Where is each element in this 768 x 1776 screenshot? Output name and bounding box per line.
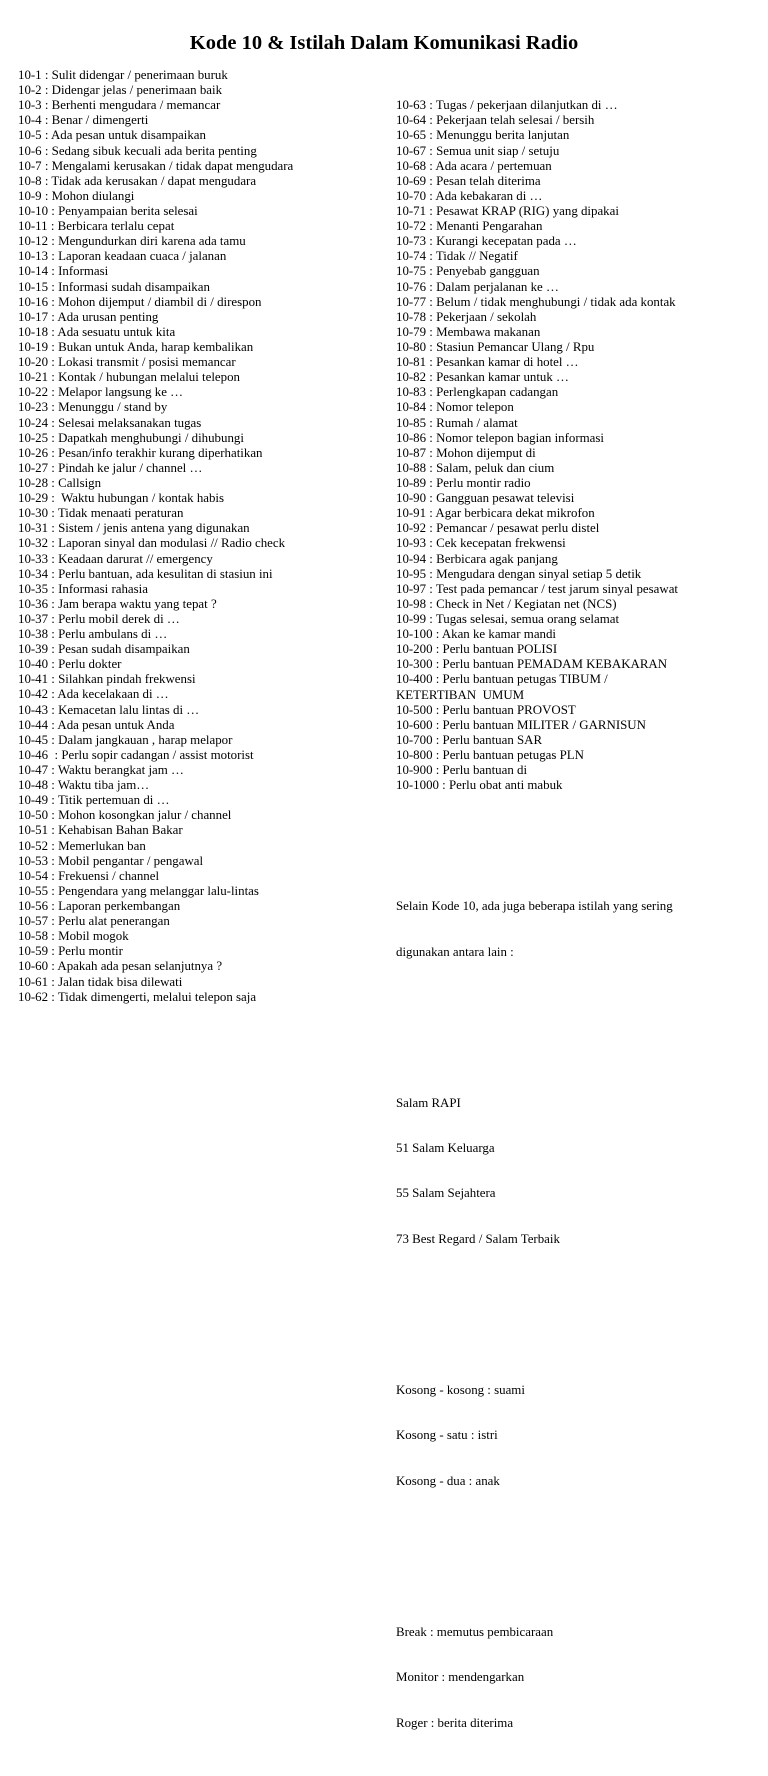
code-entry: 10-18 : Ada sesuatu untuk kita [18, 324, 176, 339]
code-entry: 10-30 : Tidak menaati peraturan [18, 506, 184, 521]
code-entry: 10-97 : Test pada pemancar / test jarum sinyal pesawat [396, 581, 679, 596]
code-entry: 10-29 : Waktu hubungan / kontak habis [18, 491, 225, 506]
intro-text [396, 869, 762, 990]
code-entry: 10-63 : Tugas / pekerjaan dilanjutkan di … [396, 98, 618, 113]
spacer [396, 1020, 762, 1035]
code-entry: 10-79 : Membawa makanan [396, 324, 541, 339]
code-entry: 10-84 : Nomor telepon [396, 400, 514, 415]
code-entry: 10-32 : Laporan sinyal dan modulasi // Radio check [18, 536, 286, 551]
kosong-item: Kosong - kosong : suami [396, 1383, 525, 1398]
code-entry: 10-76 : Dalam perjalanan ke … [396, 279, 559, 294]
code-list-left [18, 68, 378, 1005]
code-entry: 10-69 : Pesan telah diterima [396, 173, 541, 188]
code-entry: 10-31 : Sistem / jenis antena yang digunakan [18, 521, 250, 536]
code-entry: 10-100 : Akan ke kamar mandi [396, 627, 557, 642]
code-entry: 10-81 : Pesankan kamar di hotel … [396, 355, 579, 370]
code-entry: 10-10 : Penyampaian berita selesai [18, 203, 198, 218]
spacer [396, 1307, 762, 1322]
term-item: Monitor : mendengarkan [396, 1670, 525, 1685]
code-entry: 10-20 : Lokasi transmit / posisi memancar [18, 355, 236, 370]
code-entry: 10-57 : Perlu alat penerangan [18, 914, 170, 929]
code-entry: 10-82 : Pesankan kamar untuk … [396, 370, 569, 385]
code-entry: 10-86 : Nomor telepon bagian informasi [396, 430, 604, 445]
code-entry: 10-36 : Jam berapa waktu yang tepat ? [18, 596, 217, 611]
code-entry: 10-95 : Mengudara dengan sinyal setiap 5 detik [396, 566, 642, 581]
code-entry: 10-94 : Berbicara agak panjang [396, 551, 558, 566]
code-entry: 10-89 : Perlu montir radio [396, 475, 531, 490]
spacer [396, 1549, 762, 1564]
code-entry: 10-93 : Cek kecepatan frekwensi [396, 536, 566, 551]
code-entry: 10-700 : Perlu bantuan SAR [396, 732, 543, 747]
code-entry: 10-12 : Mengundurkan diri karena ada tamu [18, 234, 246, 249]
greetings-list [396, 1065, 762, 1277]
code-entry: 10-3 : Berhenti mengudara / memancar [18, 98, 221, 113]
code-entry: 10-7 : Mengalami kerusakan / tidak dapat mengudara [18, 158, 294, 173]
code-entry: 10-25 : Dapatkah menghubungi / dihubungi [18, 430, 244, 445]
code-entry: 10-61 : Jalan tidak bisa dilewati [18, 974, 183, 989]
code-entry: 10-400 : Perlu bantuan petugas TIBUM / [396, 672, 608, 687]
code-entry: 10-75 : Penyebab gangguan [396, 264, 540, 279]
code-entry: 10-87 : Mohon dijemput di [396, 445, 536, 460]
code-entry: 10-14 : Informasi [18, 264, 109, 279]
code-entry: 10-500 : Perlu bantuan PROVOST [396, 702, 576, 717]
term-item: Roger : berita diterima [396, 1715, 514, 1730]
code-entry: 10-28 : Callsign [18, 475, 102, 490]
spacer [396, 824, 762, 839]
code-entry: 10-73 : Kurangi kecepatan pada … [396, 234, 577, 249]
code-entry: 10-54 : Frekuensi / channel [18, 868, 160, 883]
greeting-item: 73 Best Regard / Salam Terbaik [396, 1231, 560, 1246]
code-entry: 10-21 : Kontak / hubungan melalui telepon [18, 370, 240, 385]
code-entry: 10-40 : Perlu dokter [18, 657, 122, 672]
code-entry: 10-8 : Tidak ada kerusakan / dapat mengudara [18, 173, 257, 188]
code-entry: 10-39 : Pesan sudah disampaikan [18, 642, 190, 657]
code-entry: 10-38 : Perlu ambulans di … [18, 627, 168, 642]
code-entry: 10-27 : Pindah ke jalur / channel … [18, 460, 203, 475]
code-entry: 10-23 : Menunggu / stand by [18, 400, 168, 415]
code-entry: 10-62 : Tidak dimengerti, melalui telepon saja [18, 989, 257, 1004]
code-entry: 10-17 : Ada urusan penting [18, 309, 159, 324]
code-entry: 10-2 : Didengar jelas / penerimaan baik [18, 83, 223, 98]
code-entry: 10-99 : Tugas selesai, semua orang selamat [396, 611, 620, 626]
code-entry: 10-70 : Ada kebakaran di … [396, 188, 543, 203]
code-entry: 10-71 : Pesawat KRAP (RIG) yang dipakai [396, 204, 619, 219]
kosong-item: Kosong - dua : anak [396, 1473, 500, 1488]
code-entry: 10-83 : Perlengkapan cadangan [396, 385, 559, 400]
code-entry: 10-72 : Menanti Pengarahan [396, 219, 543, 234]
code-entry: 10-13 : Laporan keadaan cuaca / jalanan [18, 249, 227, 264]
code-entry: 10-67 : Semua unit siap / setuju [396, 143, 560, 158]
code-entry: KETERTIBAN UMUM [396, 687, 525, 702]
code-entry: 10-44 : Ada pesan untuk Anda [18, 717, 175, 732]
code-entry: 10-60 : Apakah ada pesan selanjutnya ? [18, 959, 223, 974]
code-entry: 10-48 : Waktu tiba jam… [18, 778, 150, 793]
greeting-item: 51 Salam Keluarga [396, 1141, 495, 1156]
greeting-item: 55 Salam Sejahtera [396, 1186, 496, 1201]
intro-line: Selain Kode 10, ada juga beberapa istilah yang sering [396, 899, 673, 914]
code-entry: 10-65 : Menunggu berita lanjutan [396, 128, 570, 143]
code-entry: 10-42 : Ada kecelakaan di … [18, 687, 169, 702]
code-entry: 10-22 : Melapor langsung ke … [18, 385, 184, 400]
code-entry: 10-50 : Mohon kosongkan jalur / channel [18, 808, 232, 823]
code-entry: 10-47 : Waktu berangkat jam … [18, 763, 184, 778]
code-entry: 10-92 : Pemancar / pesawat perlu distel [396, 521, 600, 536]
code-entry: 10-300 : Perlu bantuan PEMADAM KEBAKARAN [396, 657, 668, 672]
code-entry: 10-6 : Sedang sibuk kecuali ada berita penting [18, 143, 257, 158]
page-title: Kode 10 & Istilah Dalam Komunikasi Radio [189, 32, 579, 54]
code-entry: 10-59 : Perlu montir [18, 944, 123, 959]
code-entry: 10-35 : Informasi rahasia [18, 581, 148, 596]
code-entry: 10-56 : Laporan perkembangan [18, 899, 181, 914]
code-entry: 10-77 : Belum / tidak menghubungi / tidak ada kontak [396, 294, 676, 309]
code-entry: 10-19 : Bukan untuk Anda, harap kembalikan [18, 339, 254, 354]
code-entry: 10-80 : Stasiun Pemancar Ulang / Rpu [396, 340, 595, 354]
code-entry: 10-1000 : Perlu obat anti mabuk [396, 778, 563, 793]
intro-line: digunakan antara lain : [396, 944, 514, 959]
code-entry: 10-5 : Ada pesan untuk disampaikan [18, 128, 206, 143]
code-entry: 10-4 : Benar / dimengerti [18, 113, 149, 128]
code-entry: 10-52 : Memerlukan ban [18, 838, 146, 853]
code-entry: 10-88 : Salam, peluk dan cium [396, 460, 555, 475]
code-entry: 10-98 : Check in Net / Kegiatan net (NCS) [396, 596, 617, 611]
code-entry: 10-43 : Kemacetan lalu lintas di … [18, 702, 200, 717]
code-entry: 10-15 : Informasi sudah disampaikan [18, 279, 210, 294]
code-entry: 10-68 : Ada acara / pertemuan [396, 158, 552, 173]
code-entry: 10-91 : Agar berbicara dekat mikrofon [396, 506, 595, 521]
code-entry: 10-85 : Rumah / alamat [396, 415, 518, 430]
kosong-item: Kosong - satu : istri [396, 1428, 498, 1443]
code-entry: 10-26 : Pesan/info terakhir kurang diperhatikan [18, 445, 263, 460]
code-entry: 10-34 : Perlu bantuan, ada kesulitan di stasiun ini [18, 566, 273, 581]
code-entry: 10-11 : Berbicara terlalu cepat [18, 219, 175, 234]
code-entry: 10-16 : Mohon dijemput / diambil di / direspon [18, 294, 262, 309]
code-entry: 10-90 : Gangguan pesawat televisi [396, 491, 575, 506]
code-entry: 10-46 : Perlu sopir cadangan / assist motorist [18, 747, 254, 762]
code-entry: 10-51 : Kehabisan Bahan Bakar [18, 823, 183, 838]
code-entry: 10-37 : Perlu mobil derek di … [18, 611, 180, 626]
terms-list [396, 1595, 762, 1761]
code-list-right-items [396, 98, 762, 793]
code-entry: 10-45 : Dalam jangkauan , harap melapor [18, 732, 233, 747]
code-entry: 10-33 : Keadaan darurat // emergency [18, 551, 213, 566]
code-entry: 10-74 : Tidak // Negatif [396, 249, 518, 264]
code-entry: 10-55 : Pengendara yang melanggar lalu-lintas [18, 883, 259, 898]
code-entry: 10-64 : Pekerjaan telah selesai / bersih [396, 113, 595, 128]
code-entry: 10-53 : Mobil pengantar / pengawal [18, 853, 204, 868]
code-list-right [396, 68, 762, 1776]
code-entry: 10-1 : Sulit didengar / penerimaan buruk [18, 68, 228, 82]
code-entry: 10-41 : Silahkan pindah frekwensi [18, 672, 196, 687]
code-entry: 10-58 : Mobil mogok [18, 929, 129, 944]
code-entry: 10-49 : Titik pertemuan di … [18, 793, 170, 808]
kosong-list [396, 1353, 762, 1519]
code-entry: 10-24 : Selesai melaksanakan tugas [18, 415, 202, 430]
code-entry: 10-78 : Pekerjaan / sekolah [396, 309, 537, 324]
code-entry: 10-900 : Perlu bantuan di [396, 763, 528, 778]
greeting-heading: Salam RAPI [396, 1095, 461, 1110]
code-entry: 10-200 : Perlu bantuan POLISI [396, 642, 558, 657]
code-entry: 10-9 : Mohon diulangi [18, 188, 135, 203]
term-item: Break : memutus pembicaraan [396, 1624, 554, 1639]
code-entry: 10-800 : Perlu bantuan petugas PLN [396, 747, 584, 762]
code-entry: 10-600 : Perlu bantuan MILITER / GARNISUN [396, 717, 646, 732]
